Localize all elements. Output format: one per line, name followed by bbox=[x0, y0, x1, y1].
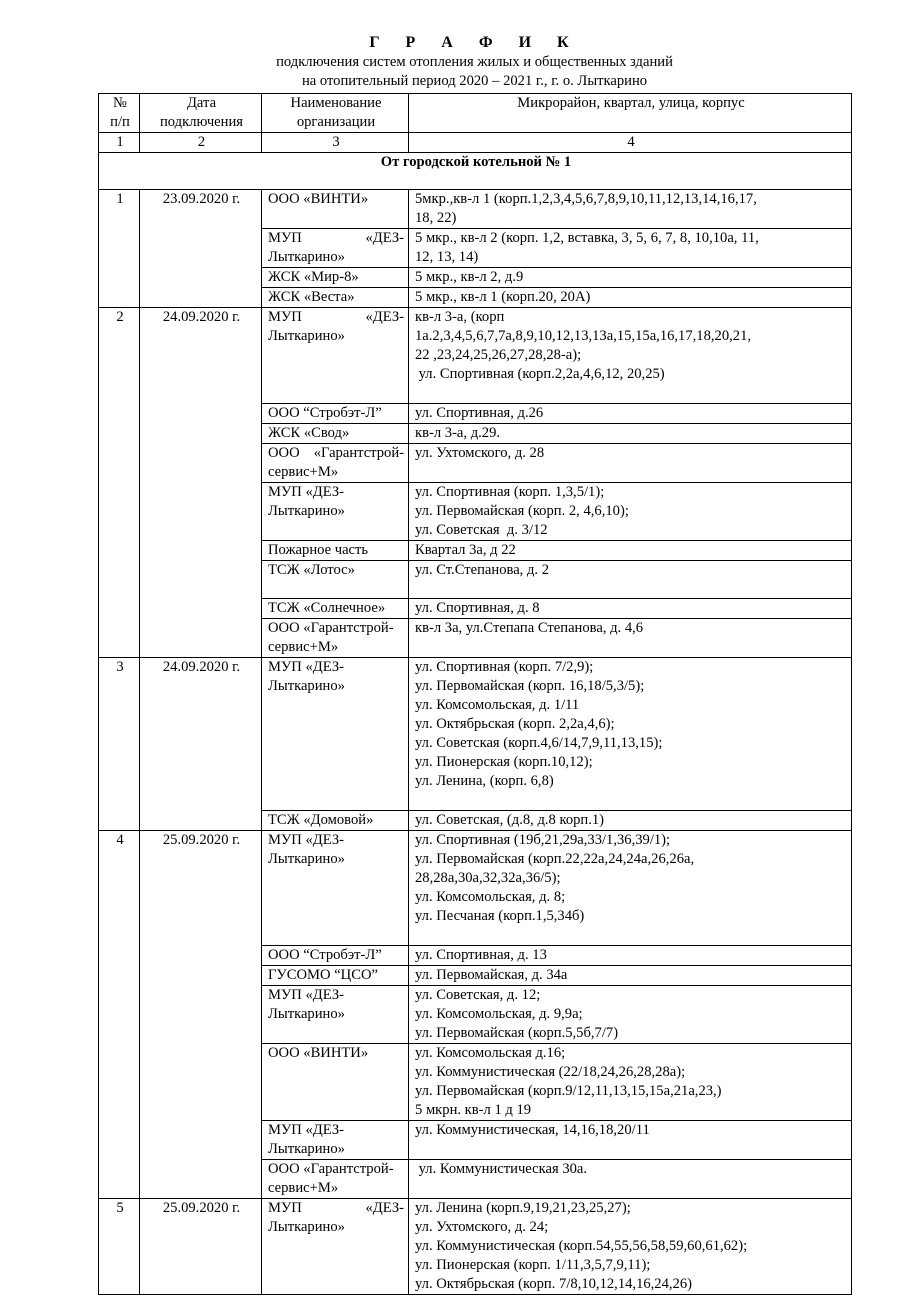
column-number-3: 3 bbox=[262, 133, 409, 153]
connection-date: 25.09.2020 г. bbox=[140, 1199, 262, 1295]
address-list: ул. Комсомольская д.16; ул. Коммунистическая (22/18,24,26,28,28а); ул. Первомайская (корп.9/12,11,13,15,15а,21а,23,) 5 мкрн. кв-л 1 д 19 bbox=[409, 1044, 852, 1121]
column-number-4: 4 bbox=[409, 133, 852, 153]
table-row bbox=[99, 658, 852, 811]
address-list: ул. Спортивная, д. 13 bbox=[409, 946, 852, 966]
address-list: кв-л 3-а, д.29. bbox=[409, 424, 852, 444]
column-number-1: 1 bbox=[99, 133, 140, 153]
address-list: Квартал 3а, д 22 bbox=[409, 541, 852, 561]
group-number: 5 bbox=[99, 1199, 140, 1295]
organization-name: ООО “Стробэт-Л” bbox=[262, 946, 409, 966]
section-title: От городской котельной № 1 bbox=[99, 153, 852, 190]
address-list: 5мкр.,кв-л 1 (корп.1,2,3,4,5,6,7,8,9,10,11,12,13,14,16,17, 18, 22) bbox=[409, 190, 852, 229]
address-list: ул. Коммунистическая 30а. bbox=[409, 1160, 852, 1199]
address-list: ул. Ст.Степанова, д. 2 bbox=[409, 561, 852, 599]
organization-name: ГУСОМО “ЦСО” bbox=[262, 966, 409, 986]
connection-date: 25.09.2020 г. bbox=[140, 831, 262, 1199]
table-row bbox=[99, 1199, 852, 1295]
address-list: 5 мкр., кв-л 1 (корп.20, 20А) bbox=[409, 288, 852, 308]
organization-name: ЖСК «Веста» bbox=[262, 288, 409, 308]
address-list: ул. Советская, (д.8, д.8 корп.1) bbox=[409, 811, 852, 831]
group-number: 2 bbox=[99, 308, 140, 658]
table-row bbox=[99, 831, 852, 946]
address-list: ул. Ухтомского, д. 28 bbox=[409, 444, 852, 483]
organization-name: ООО «Гарантстрой- сервис+М» bbox=[262, 619, 409, 658]
table-row bbox=[99, 308, 852, 404]
organization-name: МУП «ДЕЗ-Лыткарино» bbox=[262, 229, 409, 268]
schedule-table-body bbox=[99, 94, 852, 1295]
address-list: ул. Первомайская, д. 34а bbox=[409, 966, 852, 986]
document-subtitle-1: подключения систем отопления жилых и общественных зданий bbox=[276, 54, 673, 70]
header-organization: Наименование организации bbox=[262, 94, 409, 133]
header-address: Микрорайон, квартал, улица, корпус bbox=[409, 94, 852, 133]
header-date: Дата подключения bbox=[140, 94, 262, 133]
heating-schedule-table bbox=[98, 93, 852, 1295]
document-title: Г Р А Ф И К bbox=[369, 34, 580, 51]
address-list: ул. Коммунистическая, 14,16,18,20/11 bbox=[409, 1121, 852, 1160]
connection-date: 24.09.2020 г. bbox=[140, 658, 262, 831]
section-row bbox=[99, 153, 852, 190]
organization-name: ООО “Стробэт-Л” bbox=[262, 404, 409, 424]
organization-name: ТСЖ «Солнечное» bbox=[262, 599, 409, 619]
organization-name: МУП «ДЕЗ-Лыткарино» bbox=[262, 308, 409, 404]
organization-name: ЖСК «Свод» bbox=[262, 424, 409, 444]
header-num: № п/п bbox=[99, 94, 140, 133]
column-number-2: 2 bbox=[140, 133, 262, 153]
organization-name: ООО «ВИНТИ» bbox=[262, 1044, 409, 1121]
organization-name: ООО «Гарантстрой- сервис+М» bbox=[262, 1160, 409, 1199]
group-number: 3 bbox=[99, 658, 140, 831]
group-number: 1 bbox=[99, 190, 140, 308]
address-list: ул. Спортивная (19б,21,29а,33/1,36,39/1); ул. Первомайская (корп.22,22а,24,24а,26,26а, 28,28а,30а,32,32а,36/5); ул. Комсомольская, д. 8; ул. Песчаная (корп.1,5,34б) bbox=[409, 831, 852, 946]
organization-name: МУП «ДЕЗ-Лыткарино» bbox=[262, 1199, 409, 1295]
address-list: ул. Спортивная (корп. 7/2,9); ул. Первомайская (корп. 16,18/5,3/5); ул. Комсомольская, д. 1/11 ул. Октябрьская (корп. 2,2а,4,6); ул. Советская (корп.4,6/14,7,9,11,13,15); ул. Пионерская (корп.10,12); ул. Ленина, (корп. 6,8) bbox=[409, 658, 852, 811]
organization-name: ООО «ВИНТИ» bbox=[262, 190, 409, 229]
organization-name: ЖСК «Мир-8» bbox=[262, 268, 409, 288]
organization-name: МУП «ДЕЗ- Лыткарино» bbox=[262, 483, 409, 541]
address-list: 5 мкр., кв-л 2, д.9 bbox=[409, 268, 852, 288]
organization-name: МУП «ДЕЗ- Лыткарино» bbox=[262, 986, 409, 1044]
organization-name: ТСЖ «Домовой» bbox=[262, 811, 409, 831]
address-list: 5 мкр., кв-л 2 (корп. 1,2, вставка, 3, 5, 6, 7, 8, 10,10а, 11, 12, 13, 14) bbox=[409, 229, 852, 268]
column-number-row bbox=[99, 133, 852, 153]
organization-name: МУП «ДЕЗ- Лыткарино» bbox=[262, 831, 409, 946]
organization-name: ООО «Гарантстрой-сервис+М» bbox=[262, 444, 409, 483]
address-list: ул. Спортивная, д.26 bbox=[409, 404, 852, 424]
organization-name: МУП «ДЕЗ- Лыткарино» bbox=[262, 658, 409, 811]
address-list: ул. Ленина (корп.9,19,21,23,25,27); ул. Ухтомского, д. 24; ул. Коммунистическая (корп.54,55,56,58,59,60,61,62); ул. Пионерская (корп. 1/11,3,5,7,9,11); ул. Октябрьская (корп. 7/8,10,12,14,16,24,26) bbox=[409, 1199, 852, 1295]
header-row bbox=[99, 94, 852, 133]
organization-name: Пожарное часть bbox=[262, 541, 409, 561]
connection-date: 23.09.2020 г. bbox=[140, 190, 262, 308]
document-header bbox=[98, 33, 851, 90]
table-row bbox=[99, 190, 852, 229]
address-list: кв-л 3а, ул.Степапа Степанова, д. 4,6 bbox=[409, 619, 852, 658]
group-number: 4 bbox=[99, 831, 140, 1199]
address-list: ул. Спортивная, д. 8 bbox=[409, 599, 852, 619]
organization-name: ТСЖ «Лотос» bbox=[262, 561, 409, 599]
connection-date: 24.09.2020 г. bbox=[140, 308, 262, 658]
document-subtitle-2: на отопительный период 2020 – 2021 г., г. о. Лыткарино bbox=[301, 72, 648, 89]
address-list: кв-л 3-а, (корп 1а.2,3,4,5,6,7,7а,8,9,10,12,13,13а,15,15а,16,17,18,20,21, 22 ,23,24,25,26,27,28,28-а); ул. Спортивная (корп.2,2а,4,6,12, 20,25) bbox=[409, 308, 852, 404]
address-list: ул. Спортивная (корп. 1,3,5/1); ул. Первомайская (корп. 2, 4,6,10); ул. Советская д. 3/12 bbox=[409, 483, 852, 541]
organization-name: МУП «ДЕЗ- Лыткарино» bbox=[262, 1121, 409, 1160]
address-list: ул. Советская, д. 12; ул. Комсомольская, д. 9,9а; ул. Первомайская (корп.5,5б,7/7) bbox=[409, 986, 852, 1044]
